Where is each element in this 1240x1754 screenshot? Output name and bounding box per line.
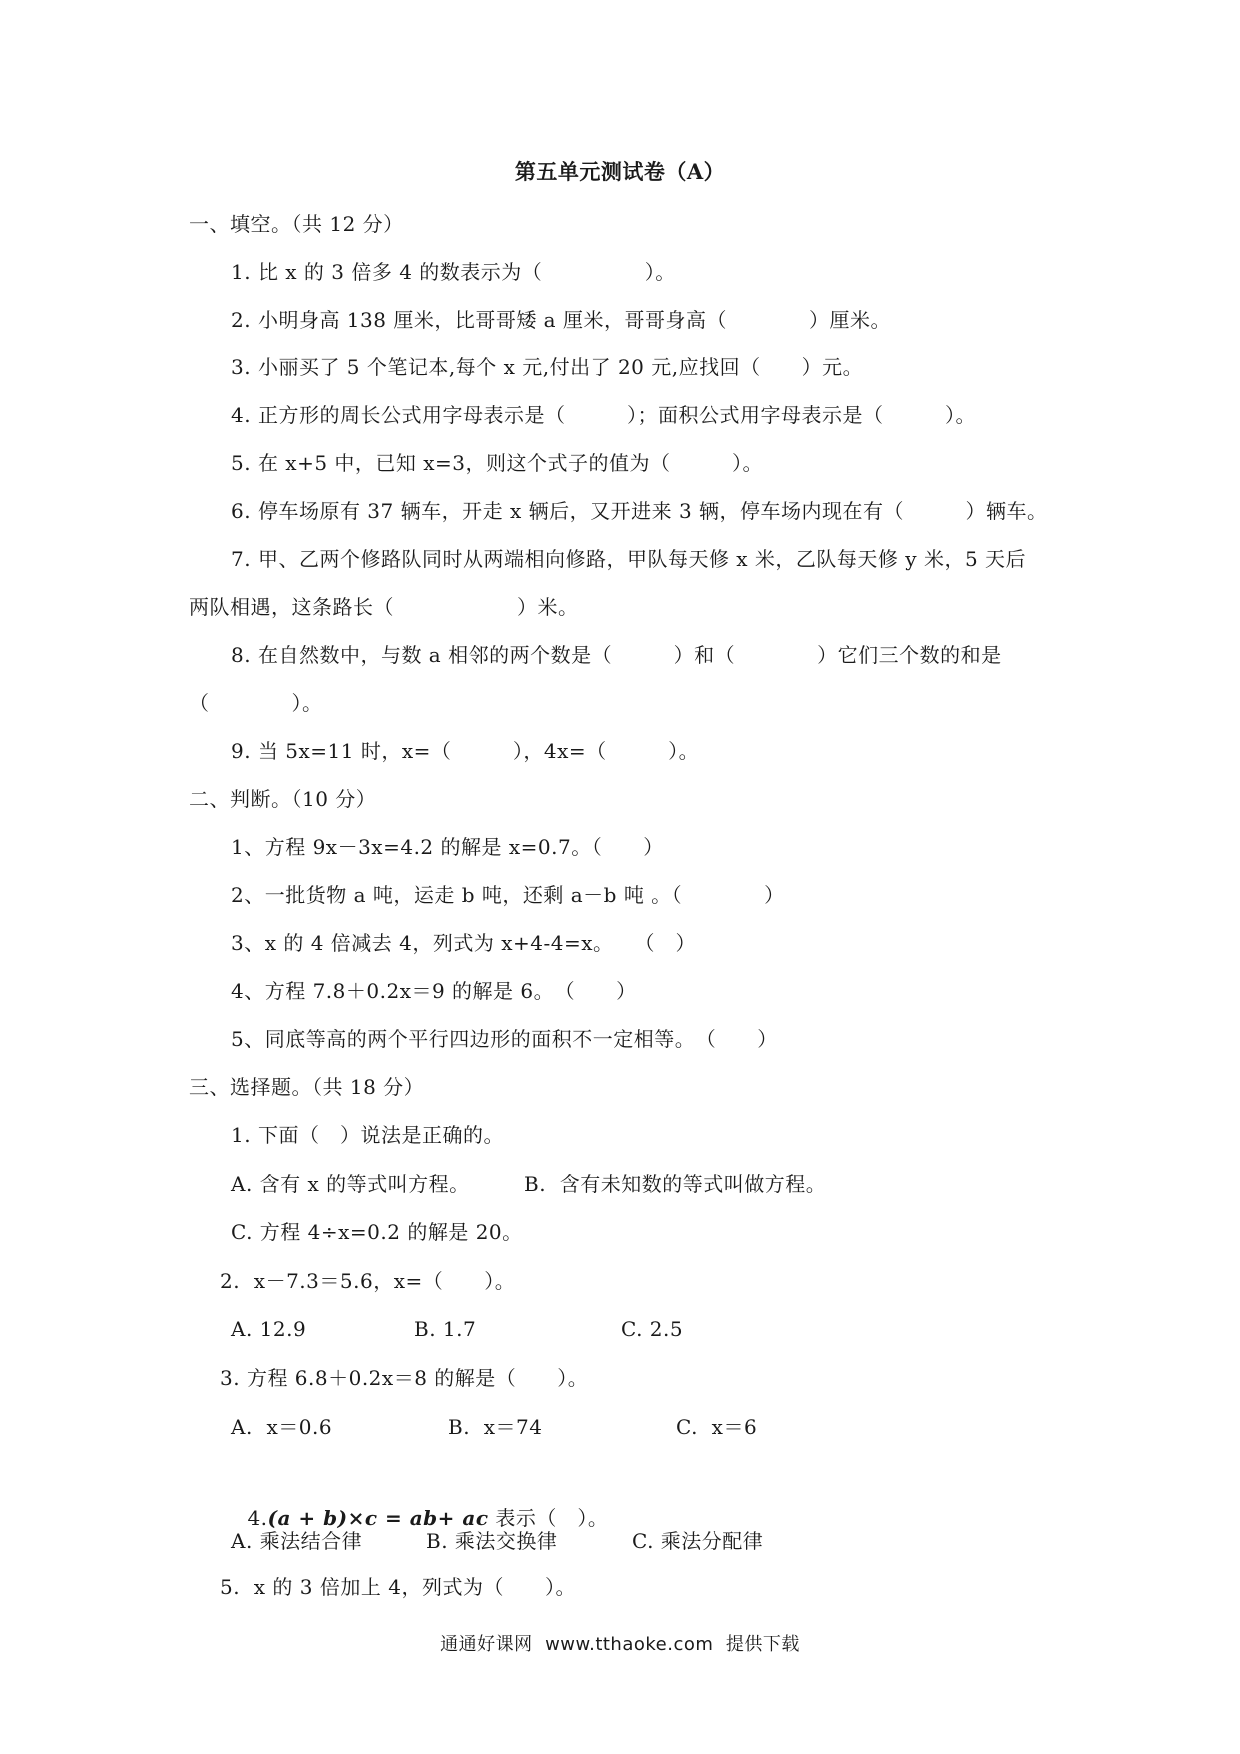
judge-question-1: 1、方程 9x－3x=4.2 的解是 x=0.7。（ ）: [231, 835, 664, 859]
section-heading-fill: 一、填空。（共 12 分）: [189, 212, 404, 236]
fill-question-2: 2. 小明身高 138 厘米，比哥哥矮 a 厘米，哥哥身高（ ）厘米。: [231, 308, 891, 332]
judge-question-3: 3、x 的 4 倍减去 4，列式为 x+4-4=x。 （ ）: [231, 931, 697, 955]
choice-4-option-a: A. 乘法结合律: [231, 1529, 363, 1553]
choice-question-2: 2. x－7.3＝5.6，x=（ ）。: [220, 1269, 516, 1293]
fill-question-4: 4. 正方形的周长公式用字母表示是（ ）；面积公式用字母表示是（ ）。: [231, 403, 976, 427]
choice-question-5: 5. x 的 3 倍加上 4，列式为（ ）。: [220, 1575, 576, 1599]
choice-question-1: 1. 下面（ ）说法是正确的。: [231, 1123, 504, 1147]
choice-4-option-c: C. 乘法分配律: [632, 1529, 764, 1553]
judge-question-5: 5、同底等高的两个平行四边形的面积不一定相等。 （ ）: [231, 1027, 778, 1051]
section-heading-choice: 三、选择题。（共 18 分）: [189, 1075, 425, 1099]
choice-1-option-b: B. 含有未知数的等式叫做方程。: [524, 1172, 827, 1196]
choice-question-3: 3. 方程 6.8＋0.2x＝8 的解是（ ）。: [220, 1366, 589, 1390]
page-title: 第五单元测试卷（A）: [514, 159, 726, 184]
choice-4-number: 4.: [247, 1506, 268, 1530]
fill-question-9: 9. 当 5x=11 时，x=（ ），4x=（ ）。: [231, 739, 700, 763]
choice-1-option-c: C. 方程 4÷x=0.2 的解是 20。: [231, 1220, 523, 1244]
choice-2-option-c: C. 2.5: [621, 1317, 684, 1341]
judge-question-4: 4、方程 7.8＋0.2x＝9 的解是 6。 （ ）: [231, 979, 637, 1003]
fill-question-7-line-2: 两队相遇，这条路长（ ）米。: [189, 595, 579, 619]
page-footer: 通通好课网 www.tthaoke.com 提供下载: [440, 1634, 800, 1655]
judge-question-2: 2、一批货物 a 吨，运走 b 吨，还剩 a－b 吨 。（ ）: [231, 883, 785, 907]
choice-2-option-b: B. 1.7: [414, 1317, 477, 1341]
fill-question-3: 3. 小丽买了 5 个笔记本,每个 x 元,付出了 20 元,应找回（ ）元。: [231, 355, 864, 379]
choice-4-prompt: 表示（ ）。: [488, 1506, 609, 1530]
fill-question-7-line-1: 7. 甲、乙两个修路队同时从两端相向修路，甲队每天修 x 米，乙队每天修 y 米，5 天后: [231, 547, 1027, 571]
choice-1-options-row-1: [0, 1170, 1240, 1198]
choice-2-option-a: A. 12.9: [231, 1317, 307, 1341]
fill-question-8-line-1: 8. 在自然数中，与数 a 相邻的两个数是（ ）和（ ）它们三个数的和是: [231, 643, 1002, 667]
choice-4-expression: (a + b)×c = ab+ ac: [267, 1506, 489, 1530]
choice-3-option-a: A. x＝0.6: [231, 1415, 333, 1439]
choice-4-options: [0, 1527, 1240, 1555]
section-heading-judge: 二、判断。（10 分）: [189, 787, 377, 811]
choice-3-option-c: C. x＝6: [676, 1415, 758, 1439]
choice-1-option-a: A. 含有 x 的等式叫方程。: [231, 1172, 470, 1196]
fill-question-1: 1. 比 x 的 3 倍多 4 的数表示为（ ）。: [231, 260, 676, 284]
choice-3-option-b: B. x＝74: [448, 1415, 543, 1439]
fill-question-6: 6. 停车场原有 37 辆车，开走 x 辆后，又开进来 3 辆，停车场内现在有（ ）辆车。: [231, 499, 1048, 523]
choice-3-options: [0, 1413, 1240, 1441]
choice-2-options: [0, 1315, 1240, 1343]
choice-4-option-b: B. 乘法交换律: [426, 1529, 558, 1553]
fill-question-5: 5. 在 x+5 中，已知 x=3，则这个式子的值为（ ）。: [231, 451, 764, 475]
fill-question-8-line-2: （ ）。: [189, 691, 323, 715]
